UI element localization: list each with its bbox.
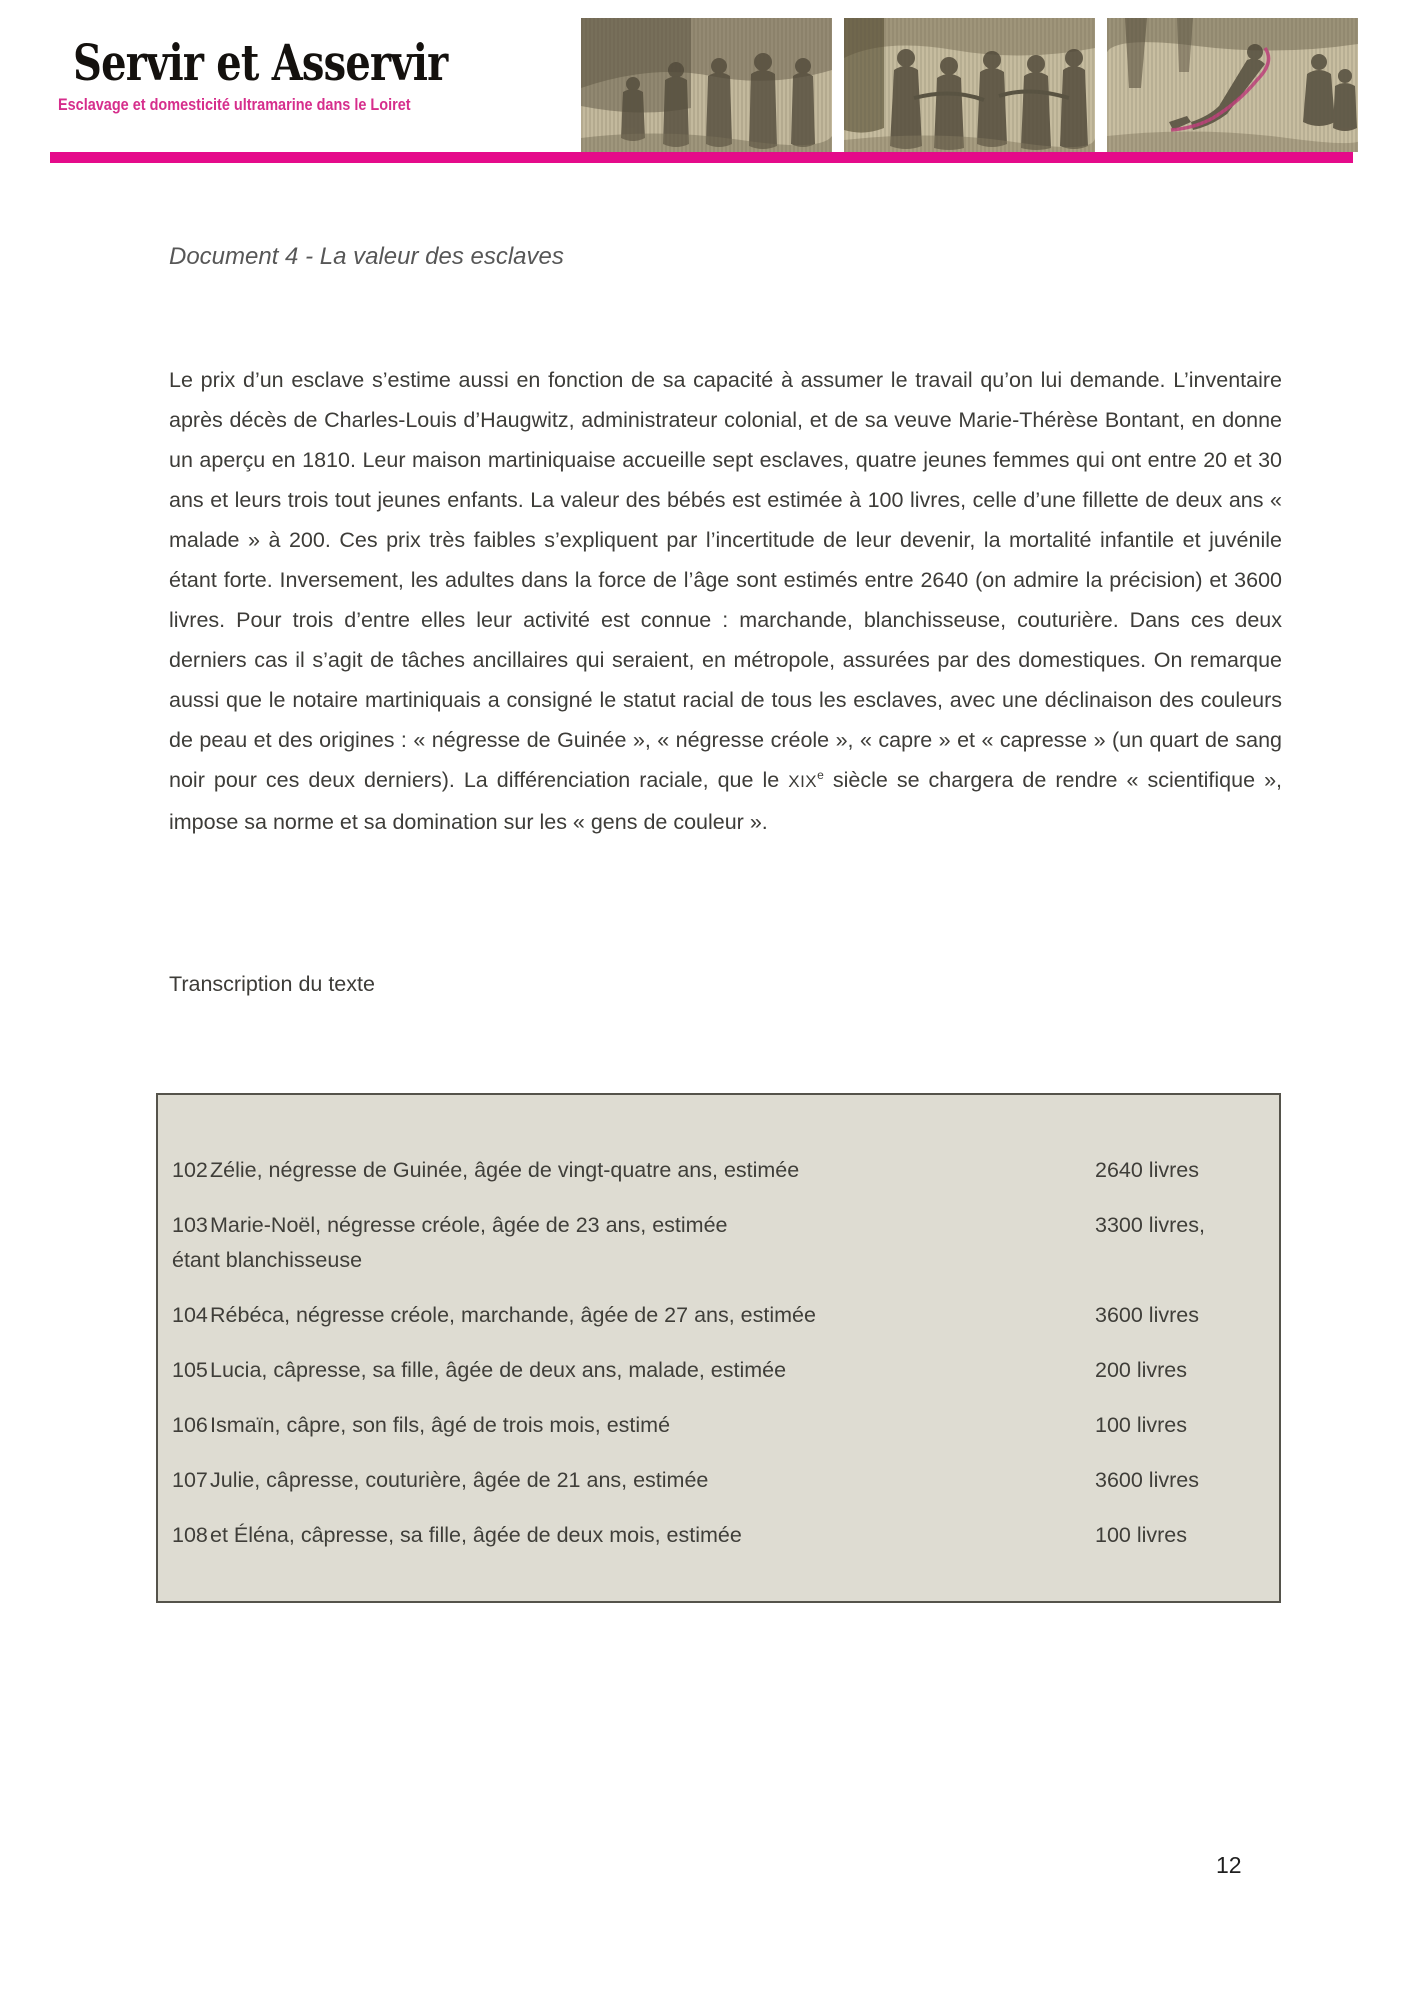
paragraph-text-2: siècle se chargera de rendre « scientifique », impose sa norme et sa domination sur les « gens de couleur ». [169,768,1282,834]
site-subtitle: Esclavage et domesticité ultramarine dans le Loiret [58,95,411,114]
row-description: Marie-Noël, négresse créole, âgée de 23 ans, estimée [210,1213,728,1237]
transcription-row [172,1212,1265,1274]
century-smallcaps: XIX [788,772,818,791]
row-price: 2640 livres [1095,1158,1199,1182]
site-title: Servir et Asservir [73,33,448,92]
transcription-row [172,1302,1265,1329]
logo [58,33,541,115]
header-engravings [581,18,1358,152]
row-description: Julie, câpresse, couturière, âgée de 21 ans, estimée [210,1468,709,1492]
row-price: 3600 livres [1095,1303,1199,1327]
row-description: Rébéca, négresse créole, marchande, âgée de 27 ans, estimée [210,1303,816,1327]
row-description-continuation: étant blanchisseuse [172,1248,363,1272]
row-price: 100 livres [1095,1413,1188,1437]
row-number: 105 [172,1358,208,1382]
transcription-row [172,1467,1265,1494]
row-price: 200 livres [1095,1358,1188,1382]
row-description: et Éléna, câpresse, sa fille, âgée de deux mois, estimée [210,1523,742,1547]
engraving-1-image [581,18,832,152]
row-price: 100 livres [1095,1523,1188,1547]
row-number: 108 [172,1523,208,1547]
transcription-row [172,1522,1265,1549]
row-number: 104 [172,1303,208,1327]
row-number: 107 [172,1468,208,1492]
engraving-3-image [1107,18,1358,152]
transcription-row [172,1412,1265,1439]
transcription-row [172,1157,1265,1184]
page-number: 12 [1216,1852,1242,1878]
document-title: Document 4 - La valeur des esclaves [169,243,564,270]
document-paragraph [169,360,1282,842]
engraving-2-image [844,18,1095,152]
row-description: Zélie, négresse de Guinée, âgée de vingt-quatre ans, estimée [210,1158,800,1182]
row-description: Ismaïn, câpre, son fils, âgé de trois mois, estimé [210,1413,671,1437]
transcription-box [156,1093,1281,1603]
century-superscript: e [817,767,824,782]
row-price: 3600 livres [1095,1468,1199,1492]
row-number: 103 [172,1213,208,1237]
row-number: 102 [172,1158,208,1182]
header-divider [50,152,1353,163]
row-description: Lucia, câpresse, sa fille, âgée de deux ans, malade, estimée [210,1358,787,1382]
transcription-label: Transcription du texte [169,972,375,996]
transcription-row [172,1357,1265,1384]
row-price: 3300 livres, [1095,1213,1205,1237]
paragraph-text-1: Le prix d’un esclave s’estime aussi en fonction de sa capacité à assumer le travail qu’on lui demande. L’inventaire après décès de Charles-Louis d’Haugwitz, administrateur colonial, et de sa veuve Marie-Thérèse Bontant, en donne un aperçu en 1810. Leur maison martiniquaise accueille sept esclaves, quatre jeunes femmes qui ont entre 20 et 30 ans et leurs trois tout jeunes enfants. La valeur des bébés est estimée à 100 livres, celle d’une fillette de deux ans « malade » à 200. Ces prix très faibles s’expliquent par l’incertitude de leur devenir, la mortalité infantile et juvénile étant forte. Inversement, les adultes dans la force de l’âge sont estimés entre 2640 (on admire la précision) et 3600 livres. Pour trois d’entre elles leur activité est connue : marchande, blanchisseuse, couturière. Dans ces deux derniers cas il s’agit de tâches ancillaires qui seraient, en métropole, assurées par des domestiques. On remarque aussi que le notaire martiniquais a consigné le statut racial de tous les esclaves, avec une déclinaison des couleurs de peau et des origines : « négresse de Guinée », « négresse créole », « capre » et « capresse » (un quart de sang noir pour ces deux derniers). La différenciation raciale, que le [169,368,1282,792]
row-number: 106 [172,1413,208,1437]
